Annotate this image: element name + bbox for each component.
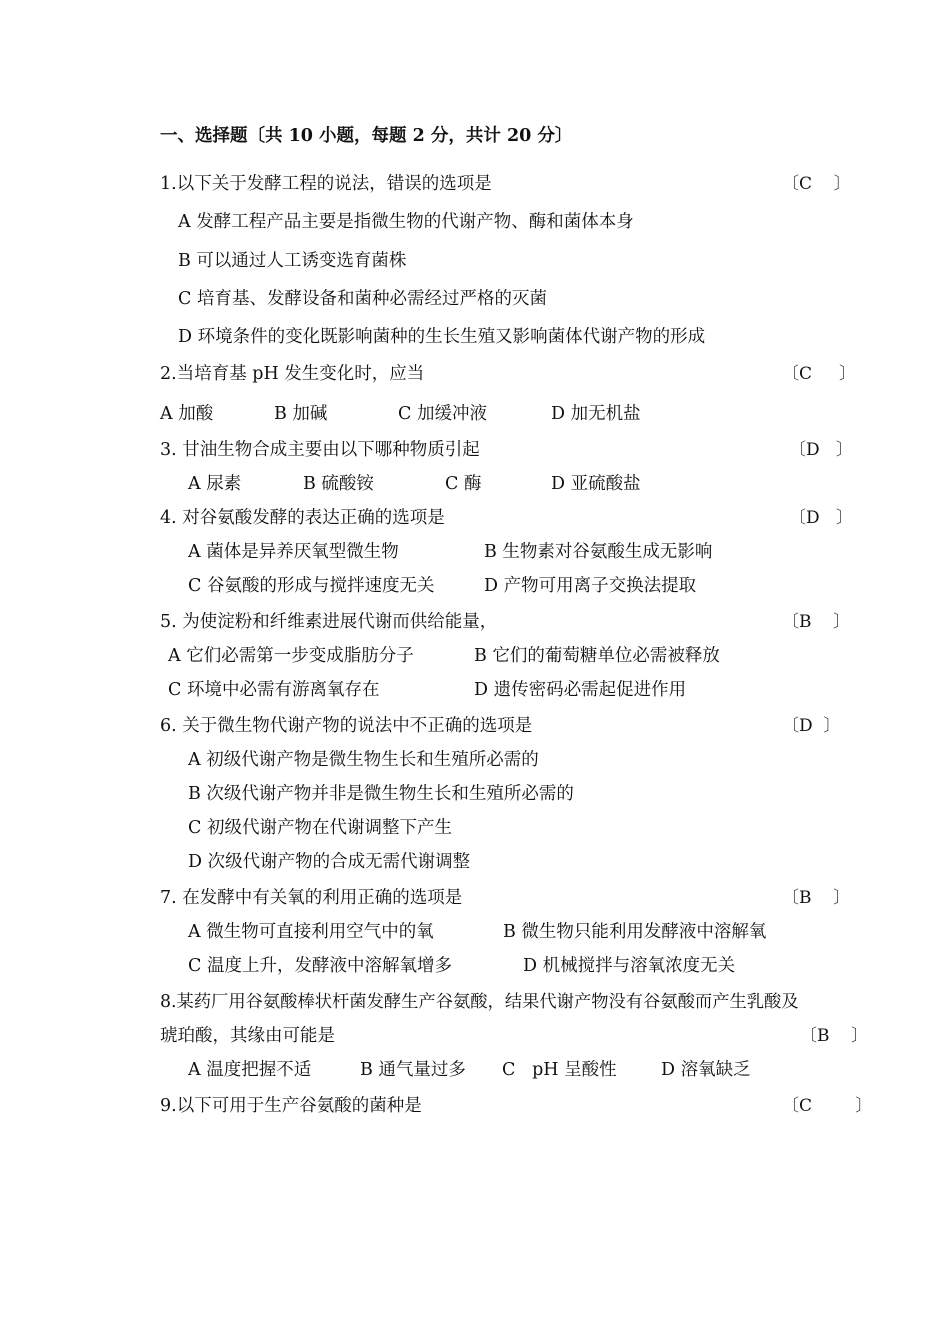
q4-option-b: B 生物素对谷氨酸生成无影响 <box>484 542 713 562</box>
q2-option-c: C 加缓冲液 <box>398 404 487 424</box>
q9-stem: 9.以下可用于生产谷氨酸的菌种是 <box>160 1096 422 1116</box>
q3-option-b: B 硫酸铵 <box>303 474 374 494</box>
q3-answer: 〔D 〕 <box>789 440 853 460</box>
q3-option-d: D 亚硫酸盐 <box>551 474 641 494</box>
q2-stem: 2.当培育基 pH 发生变化时，应当 <box>160 364 425 384</box>
q9-answer: 〔C 〕 <box>782 1096 873 1116</box>
q8-option-a: A 温度把握不适 <box>188 1060 312 1080</box>
q8-option-c: C pH 呈酸性 <box>502 1060 617 1080</box>
q7-answer: 〔B 〕 <box>782 888 851 908</box>
q8-option-d: D 溶氧缺乏 <box>661 1060 751 1080</box>
q5-option-c: C 环境中必需有游离氧存在 <box>168 680 380 700</box>
q8-stem-line1: 8.某药厂用谷氨酸棒状杆菌发酵生产谷氨酸，结果代谢产物没有谷氨酸而产生乳酸及 <box>160 992 799 1012</box>
q1-option-d: D 环境条件的变化既影响菌种的生长生殖又影响菌体代谢产物的形成 <box>178 327 706 347</box>
q6-option-b: B 次级代谢产物并非是微生物生长和生殖所必需的 <box>188 784 574 804</box>
q4-option-c: C 谷氨酸的形成与搅拌速度无关 <box>188 576 435 596</box>
q6-option-a: A 初级代谢产物是微生物生长和生殖所必需的 <box>188 750 539 770</box>
q2-option-a: A 加酸 <box>160 404 214 424</box>
q7-option-d: D 机械搅拌与溶氧浓度无关 <box>523 956 736 976</box>
q8-answer: 〔B 〕 <box>800 1026 869 1046</box>
q4-answer: 〔D 〕 <box>789 508 853 528</box>
q5-option-b: B 它们的葡萄糖单位必需被释放 <box>474 646 720 666</box>
q7-option-a: A 微生物可直接利用空气中的氧 <box>188 922 434 942</box>
q8-stem-line2: 琥珀酸，其缘由可能是 <box>160 1026 335 1046</box>
q7-stem: 7. 在发酵中有关氧的利用正确的选项是 <box>160 888 463 908</box>
q2-answer: 〔C 〕 <box>782 364 857 384</box>
q5-option-a: A 它们必需第一步变成脂肪分子 <box>168 646 414 666</box>
q7-option-c: C 温度上升，发酵液中溶解氧增多 <box>188 956 452 976</box>
q4-stem: 4. 对谷氨酸发酵的表达正确的选项是 <box>160 508 445 528</box>
q1-option-c: C 培育基、发酵设备和菌种必需经过严格的灭菌 <box>178 289 547 309</box>
q3-option-a: A 尿素 <box>188 474 242 494</box>
q4-option-a: A 菌体是异养厌氧型微生物 <box>188 542 399 562</box>
q6-answer: 〔D 〕 <box>782 716 841 736</box>
section-title: 一、选择题〔共 10 小题，每题 2 分，共计 20 分〕 <box>160 126 573 146</box>
q1-stem: 1.以下关于发酵工程的说法，错误的选项是 <box>160 174 492 194</box>
q4-option-d: D 产物可用离子交换法提取 <box>484 576 697 596</box>
q1-answer: 〔C 〕 <box>782 174 851 194</box>
q7-option-b: B 微生物只能利用发酵液中溶解氧 <box>503 922 767 942</box>
q5-answer: 〔B 〕 <box>782 612 851 632</box>
q1-option-a: A 发酵工程产品主要是指微生物的代谢产物、酶和菌体本身 <box>178 212 634 232</box>
q5-option-d: D 遗传密码必需起促进作用 <box>474 680 687 700</box>
q3-stem: 3. 甘油生物合成主要由以下哪种物质引起 <box>160 440 480 460</box>
q6-option-c: C 初级代谢产物在代谢调整下产生 <box>188 818 452 838</box>
q6-option-d: D 次级代谢产物的合成无需代谢调整 <box>188 852 471 872</box>
q2-option-d: D 加无机盐 <box>551 404 641 424</box>
q5-stem: 5. 为使淀粉和纤维素进展代谢而供给能量， <box>160 612 498 632</box>
q8-option-b: B 通气量过多 <box>360 1060 466 1080</box>
q6-stem: 6. 关于微生物代谢产物的说法中不正确的选项是 <box>160 716 533 736</box>
q2-option-b: B 加碱 <box>274 404 328 424</box>
q3-option-c: C 酶 <box>445 474 482 494</box>
q1-option-b: B 可以通过人工诱变选育菌株 <box>178 251 407 271</box>
